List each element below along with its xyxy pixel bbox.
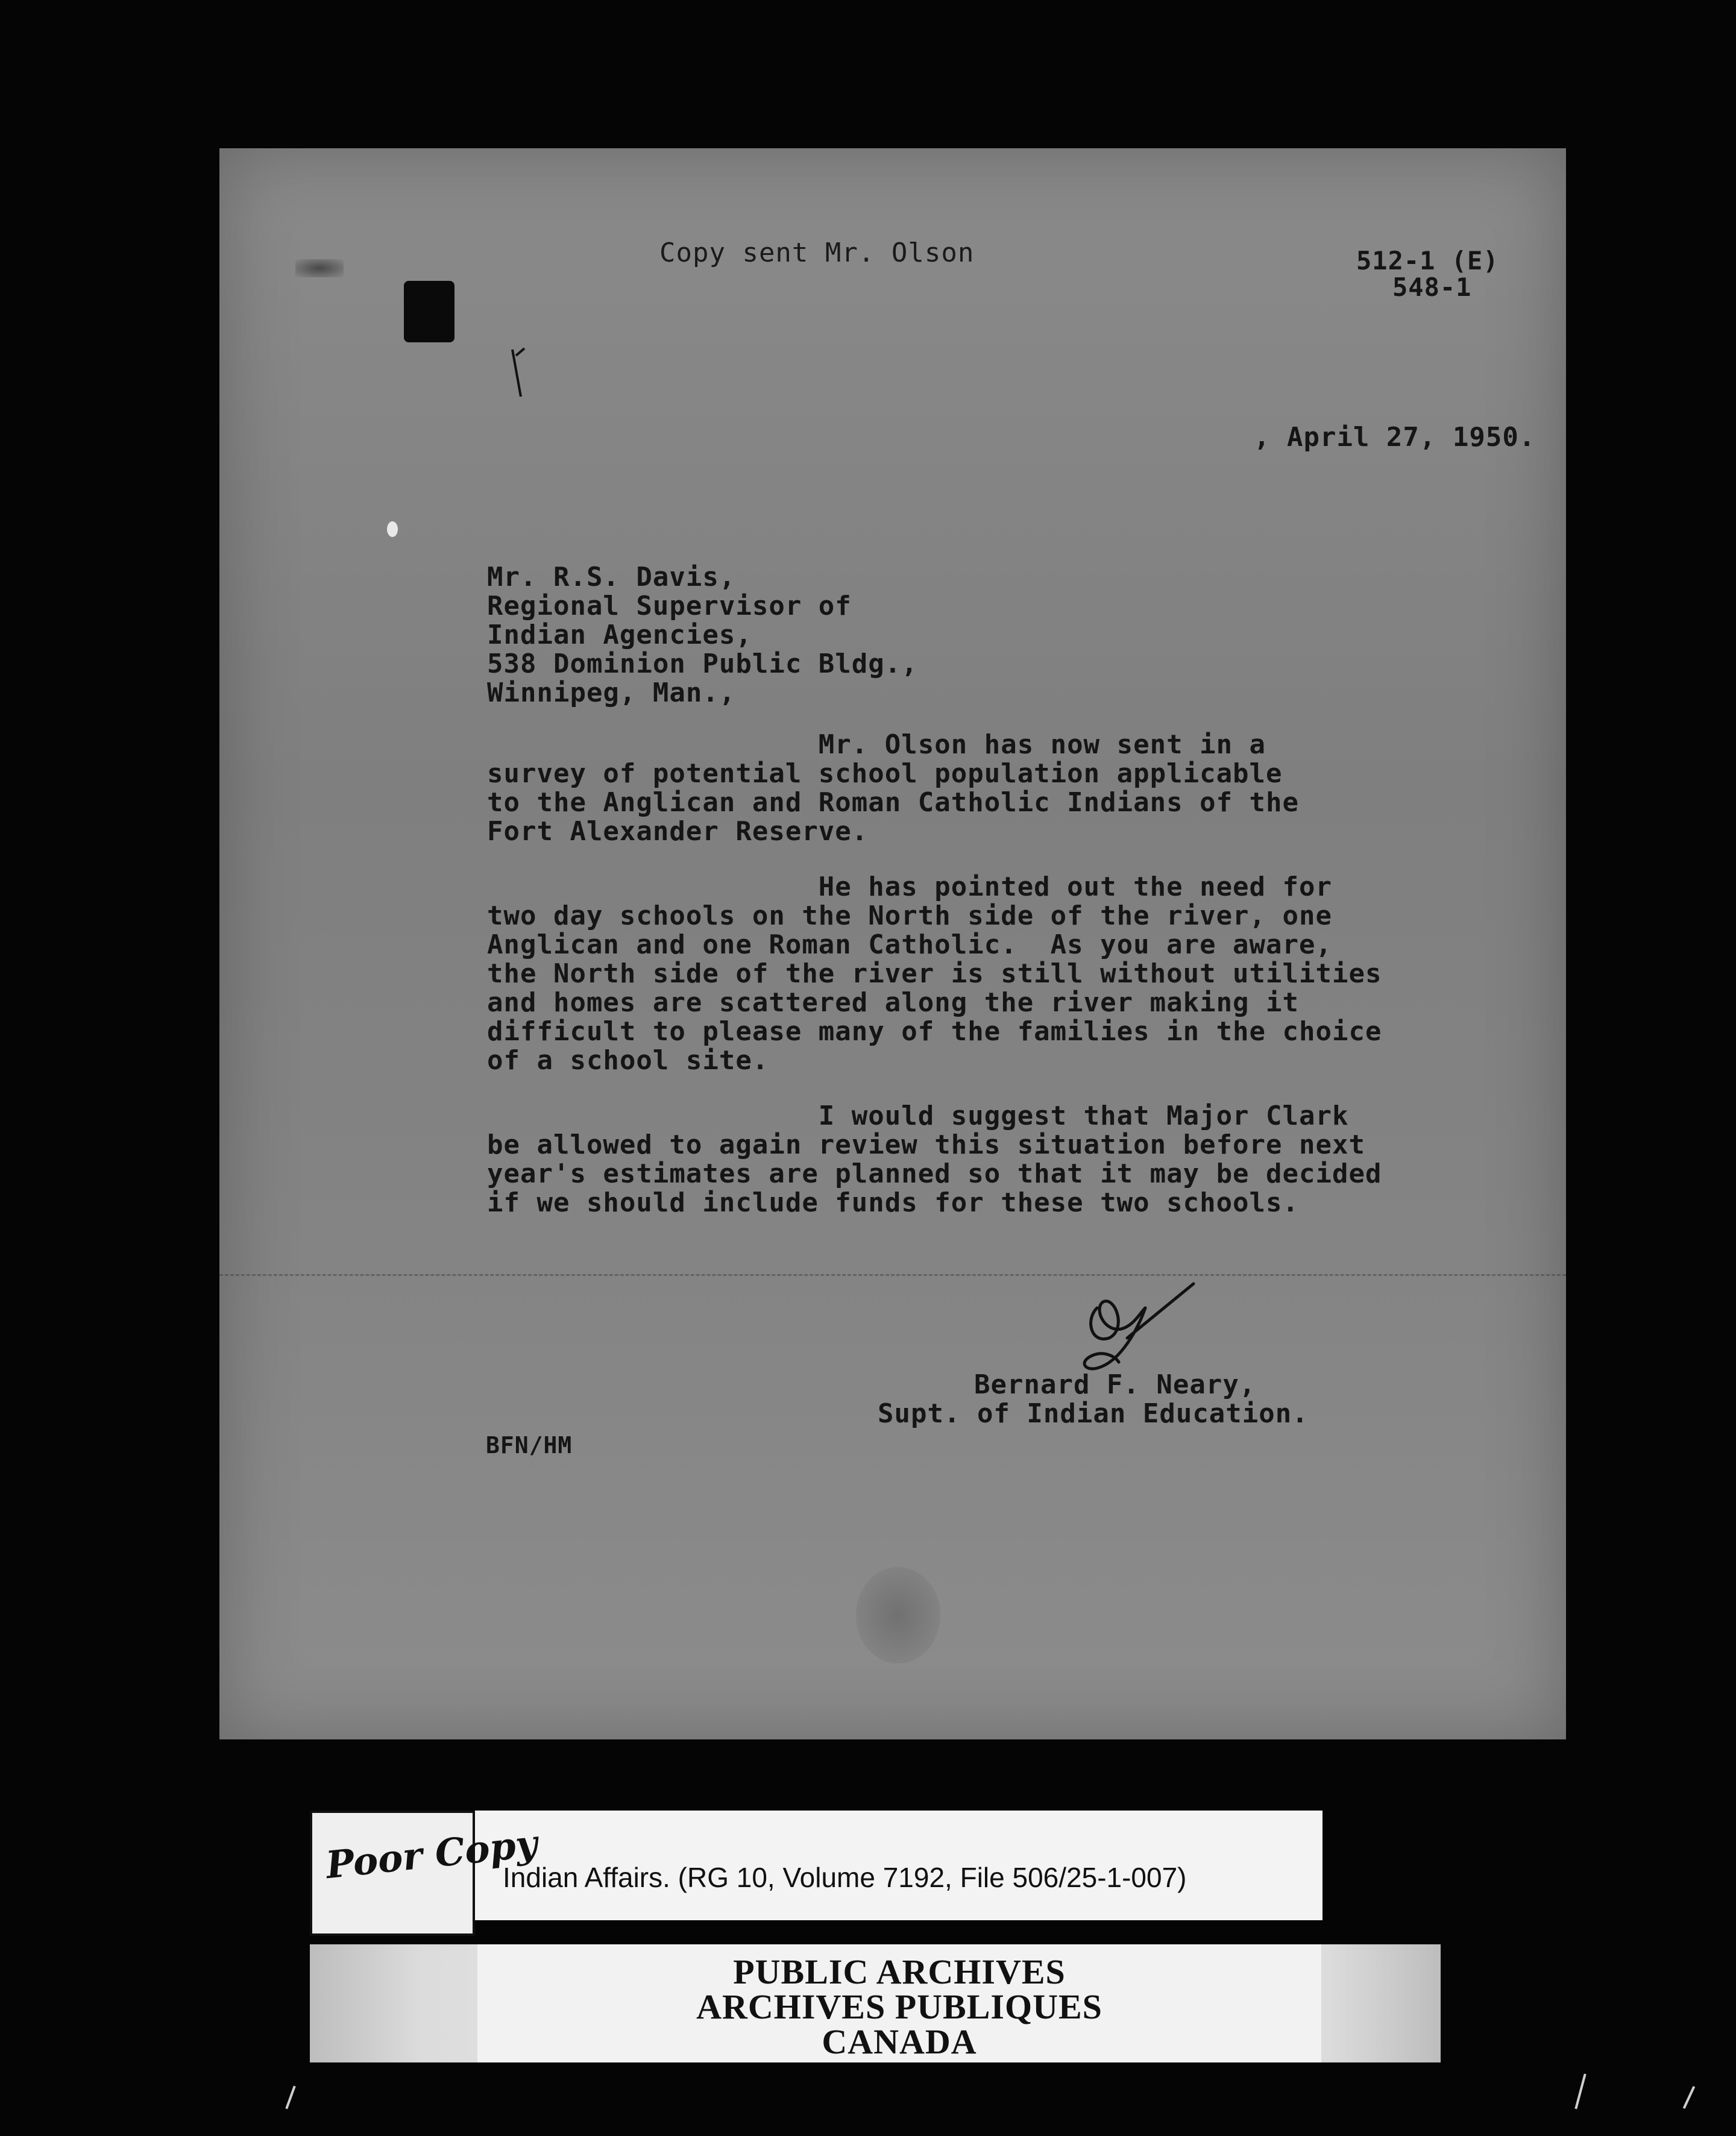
archive-reference: Indian Affairs. (RG 10, Volume 7192, File 506/25-1-007) [503, 1862, 1187, 1893]
file-reference-1: 512-1 (E) [1356, 246, 1499, 275]
smudge [295, 259, 344, 277]
body-line: He has pointed out the need for [487, 872, 1333, 902]
address-line: 538 Dominion Public Bldg., [487, 649, 918, 679]
archive-stamp-line: CANADA [822, 2022, 977, 2061]
film-scratch [1683, 2086, 1696, 2109]
copy-note: Copy sent Mr. Olson [659, 237, 975, 268]
address-line: Mr. R.S. Davis, [487, 562, 736, 592]
body-line: I would suggest that Major Clark [487, 1101, 1349, 1131]
body-line: survey of potential school population applicable [487, 758, 1283, 789]
body-line: the North side of the river is still without utilities [487, 958, 1382, 989]
faint-seal [856, 1567, 940, 1663]
punch-hole [404, 281, 454, 342]
film-scratch [1574, 2074, 1586, 2109]
body-line: difficult to please many of the families in the choice [487, 1016, 1382, 1047]
body-line: Mr. Olson has now sent in a [487, 729, 1266, 760]
handwritten-signature [1061, 1272, 1206, 1380]
body-line: and homes are scattered along the river making it [487, 987, 1300, 1018]
body-line: be allowed to again review this situation before next [487, 1129, 1365, 1160]
body-line: year's estimates are planned so that it may be decided [487, 1158, 1382, 1189]
signer-name: Bernard F. Neary, [974, 1369, 1256, 1400]
film-scratch [285, 2086, 295, 2109]
body-line: to the Anglican and Roman Catholic Indians of the [487, 787, 1300, 818]
signer-title: Supt. of Indian Education. [878, 1398, 1309, 1429]
body-line: Fort Alexander Reserve. [487, 816, 869, 847]
handwritten-note: Poor Copy [324, 1821, 539, 1888]
address-line: Winnipeg, Man., [487, 677, 736, 708]
address-line: Regional Supervisor of [487, 591, 852, 621]
letter-date: , April 27, 1950. [1254, 422, 1536, 453]
body-line: if we should include funds for these two schools. [487, 1187, 1300, 1218]
fold-line [219, 1274, 1566, 1276]
address-line: Indian Agencies, [487, 620, 752, 650]
file-reference-2: 548-1 [1392, 272, 1472, 302]
archive-stamp-line: ARCHIVES PUBLIQUES [696, 1987, 1102, 2026]
white-speck [383, 517, 401, 541]
body-line: Anglican and one Roman Catholic. As you are aware, [487, 929, 1333, 960]
archive-stamp-line: PUBLIC ARCHIVES [733, 1952, 1066, 1991]
body-line: of a school site. [487, 1045, 769, 1076]
body-line: two day schools on the North side of the river, one [487, 900, 1333, 931]
typist-initials: BFN/HM [486, 1432, 573, 1459]
pencil-tick-mark [500, 344, 536, 404]
